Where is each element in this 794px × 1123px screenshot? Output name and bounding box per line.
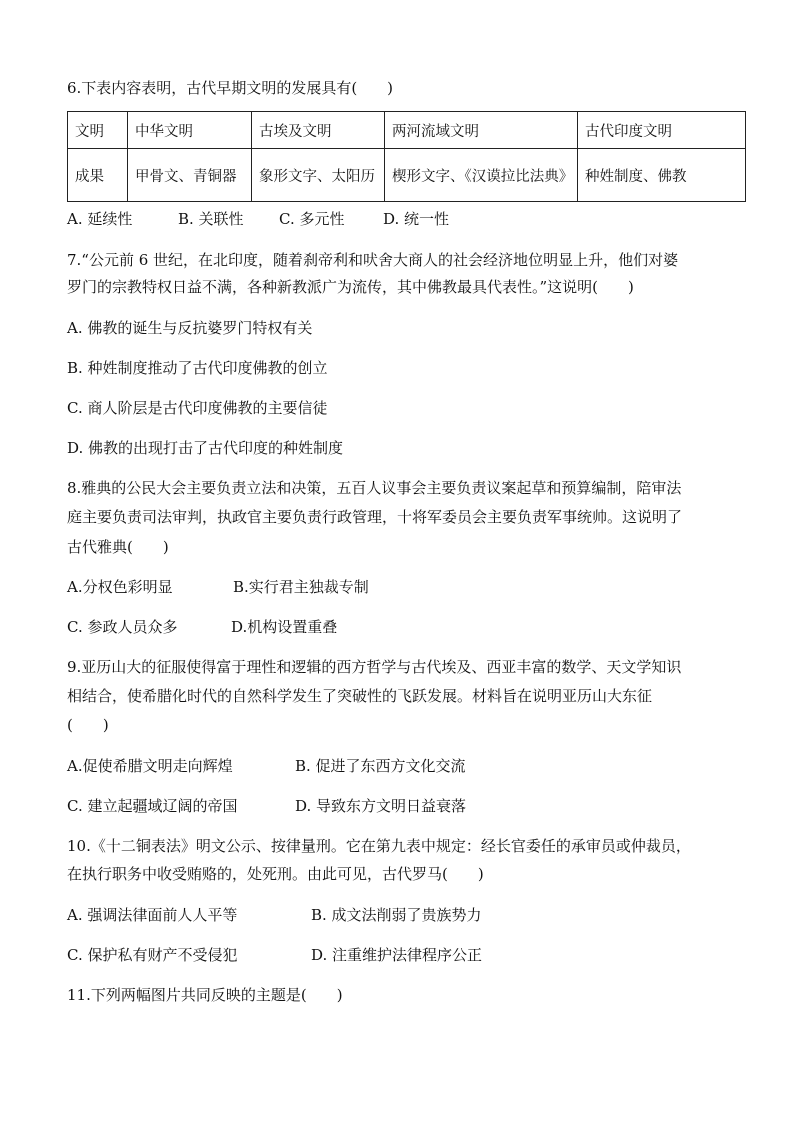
question-7-option-b: B. 种姓制度推动了古代印度佛教的创立 xyxy=(67,359,328,377)
table-header-cell: 中华文明 xyxy=(128,112,252,149)
table-cell: 甲骨文、青铜器 xyxy=(128,149,252,202)
question-9-stem-line-3: ( ) xyxy=(67,716,109,734)
question-6-option-b: B. 关联性 xyxy=(178,210,244,228)
question-11-stem: 11.下列两幅图片共同反映的主题是( ) xyxy=(67,986,343,1004)
table-row xyxy=(68,149,746,202)
table-header-cell: 古埃及文明 xyxy=(252,112,385,149)
question-9-stem-line-2: 相结合，使希腊化时代的自然科学发生了突破性的飞跃发展。材料旨在说明亚历山大东征 xyxy=(67,687,653,705)
question-10-option-a: A. 强调法律面前人人平等 xyxy=(67,906,238,924)
question-9-option-a: A.促使希腊文明走向辉煌 xyxy=(67,757,233,775)
question-6-option-d: D. 统一性 xyxy=(383,210,450,228)
question-10-option-d: D. 注重维护法律程序公正 xyxy=(311,946,483,964)
question-10-option-c: C. 保护私有财产不受侵犯 xyxy=(67,946,238,964)
question-7-stem-line-2: 罗门的宗教特权日益不满，各种新教派广为流传，其中佛教最具代表性。”这说明( ) xyxy=(67,278,634,296)
table-cell: 种姓制度、佛教 xyxy=(578,149,746,202)
table-cell: 成果 xyxy=(68,149,128,202)
question-8-option-c: C. 参政人员众多 xyxy=(67,618,178,636)
table-header-cell: 两河流域文明 xyxy=(385,112,578,149)
question-10-stem-line-1: 10.《十二铜表法》明文公示、按律量刑。它在第九表中规定：经长官委任的承审员或仲裁员， xyxy=(67,837,691,855)
question-7-option-a: A. 佛教的诞生与反抗婆罗门特权有关 xyxy=(67,319,313,337)
question-8-option-d: D.机构设置重叠 xyxy=(231,618,338,636)
question-9-option-c: C. 建立起疆域辽阔的帝国 xyxy=(67,797,238,815)
civilization-table xyxy=(67,111,746,202)
question-7-stem-line-1: 7.“公元前 6 世纪，在北印度，随着刹帝利和吠舍大商人的社会经济地位明显上升，他们对婆 xyxy=(67,251,679,269)
question-9-option-d: D. 导致东方文明日益衰落 xyxy=(295,797,467,815)
question-9-stem-line-1: 9.亚历山大的征服使得富于理性和逻辑的西方哲学与古代埃及、西亚丰富的数学、天文学知识 xyxy=(67,658,682,676)
question-6-stem: 6.下表内容表明，古代早期文明的发展具有( ) xyxy=(67,79,394,97)
question-8-stem-line-3: 古代雅典( ) xyxy=(67,538,169,556)
question-7-option-c: C. 商人阶层是古代印度佛教的主要信徒 xyxy=(67,399,328,417)
question-6-option-a: A. 延续性 xyxy=(67,210,133,228)
question-8-option-b: B.实行君主独裁专制 xyxy=(233,578,369,596)
question-7-option-d: D. 佛教的出现打击了古代印度的种姓制度 xyxy=(67,439,344,457)
question-6-option-c: C. 多元性 xyxy=(279,210,345,228)
table-header-cell: 古代印度文明 xyxy=(578,112,746,149)
question-10-option-b: B. 成文法削弱了贵族势力 xyxy=(311,906,482,924)
question-8-stem-line-2: 庭主要负责司法审判，执政官主要负责行政管理，十将军委员会主要负责军事统帅。这说明了 xyxy=(67,508,683,526)
table-cell: 象形文字、太阳历 xyxy=(252,149,385,202)
table-cell: 楔形文字、《汉谟拉比法典》 xyxy=(385,149,578,202)
question-8-stem-line-1: 8.雅典的公民大会主要负责立法和决策，五百人议事会主要负责议案起草和预算编制，陪审法 xyxy=(67,479,682,497)
question-10-stem-line-2: 在执行职务中收受贿赂的，处死刑。由此可见，古代罗马( ) xyxy=(67,865,484,883)
table-header-row xyxy=(68,112,746,149)
question-9-option-b: B. 促进了东西方文化交流 xyxy=(295,757,466,775)
question-8-option-a: A.分权色彩明显 xyxy=(67,578,173,596)
table-header-cell: 文明 xyxy=(68,112,128,149)
